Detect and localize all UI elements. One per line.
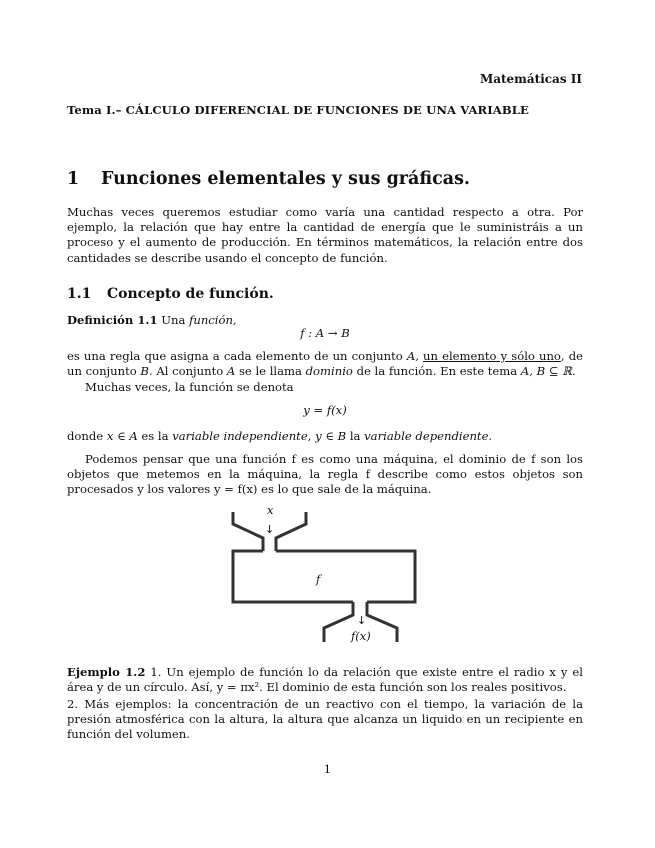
topic-heading: Tema I.– CÁLCULO DIFERENCIAL DE FUNCIONES DE UNA VARIABLE [67,103,529,117]
notation-text: donde [67,429,104,443]
input-label: x [267,503,274,517]
output-arrow-icon: ↓ [357,614,367,627]
definition-lead-word: Una [161,313,186,327]
definition-text: es una regla que asigna a cada elemento de un conjunto [67,349,403,363]
intro-paragraph: Muchas veces queremos estudiar como varía una cantidad respecto a otra. Por ejemplo, la relación que hay entre la cantidad de energía que le suministráis a un proceso y el aumento de producción. En términos matemáticos, la relación entre dos cantidades se describe usando el concepto de función. [67,205,583,265]
section-heading [67,169,471,189]
dependent-variable-term: variable dependiente. [364,429,493,443]
machine-label: f [316,572,321,586]
definition-body [67,349,583,379]
input-arrow-icon: ↓ [265,523,275,536]
example-text-1: 1. Un ejemplo de función lo da relación que existe entre el radio x y el área y de un círculo. Así, y = πx². El dominio de esta función son los reales positivos. [67,665,583,695]
set-b: B. [140,364,153,379]
subsection-title: Concepto de función. [107,286,274,302]
example-label: Ejemplo 1.2 [67,665,146,679]
definition-text: se le llama [238,364,302,379]
input-funnel-right [276,512,306,551]
sets-inclusion: A, B ⊆ ℝ. [520,364,576,379]
definition-text: de la función. En este tema [356,364,518,379]
notation-equation: y = f(x) [303,403,347,417]
domain-term: dominio [305,364,353,379]
x-in-a: x ∈ A [106,429,138,443]
output-funnel-left [324,602,353,642]
machine-box-right [276,551,415,602]
definition-label: Definición 1.1 [67,313,158,327]
course-title: Matemáticas II [479,72,582,86]
independent-variable-term: variable independiente [172,429,308,443]
definition-text: , de un conjunto [67,349,584,379]
underlined-phrase: un elemento y sólo uno [423,349,561,363]
notation-intro: Muchas veces, la función se denota [85,380,294,394]
output-label: f(x) [351,629,371,643]
variables-sentence: donde x ∈ A es la variable independiente, y ∈ B la variable dependiente. [67,429,493,443]
definition-equation: f : A → B [300,326,350,340]
machine-box-top [233,551,353,602]
notation-text: la [349,429,361,443]
definition-term: función, [189,313,237,327]
example-item-2: 2. Más ejemplos: la concentración de un reactivo con el tiempo, la variación de la presión atmosférica con la altura, la altura que alcanza un liquido en un recipiente en función del volumen. [67,697,583,742]
output-funnel-right [367,602,397,642]
page-number: 1 [323,762,332,776]
y-in-b: y ∈ B [315,429,347,443]
function-machine-diagram [220,500,430,650]
notation-text: es la [141,429,169,443]
definition-text: Al conjunto [156,364,224,379]
section-title: Funciones elementales y sus gráficas. [101,169,471,189]
set-a: A, [406,349,419,363]
section-number: 1 [67,169,80,189]
example-item-1 [67,665,583,695]
machine-paragraph: Podemos pensar que una función f es como una máquina, el dominio de f son los objetos que metemos en la máquina, la regla f describe como estos objetos son procesados y los valores y = f(x) es lo que sale de la máquina. [67,452,583,497]
input-funnel-left [233,512,263,551]
set-a: A [226,364,236,379]
subsection-number: 1.1 [67,286,92,302]
subsection-heading [67,287,274,302]
